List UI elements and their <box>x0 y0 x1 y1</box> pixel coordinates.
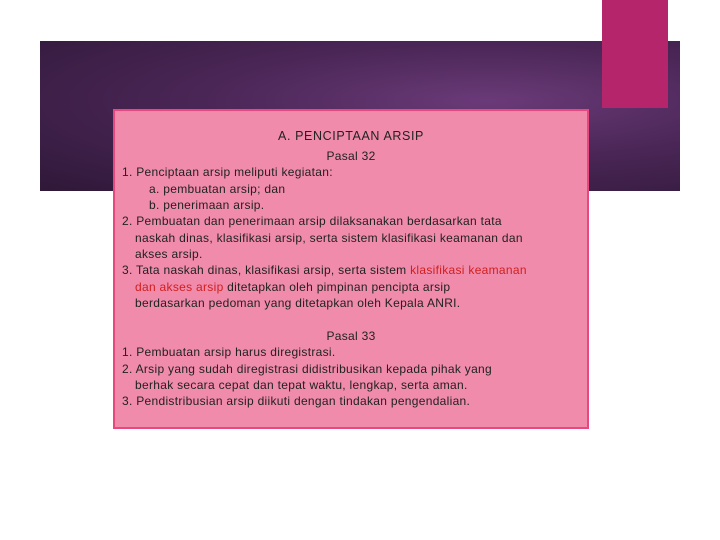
pasal-33-item-1: 1. Pembuatan arsip harus diregistrasi. <box>122 345 336 359</box>
content-box <box>113 109 589 429</box>
pasal-32-item-2-cont: naskah dinas, klasifikasi arsip, serta sistem klasifikasi keamanan dan <box>135 231 523 245</box>
pasal-32-item-1b: b. penerimaan arsip. <box>149 198 265 212</box>
slide-title: A. PENCIPTAAN ARSIP <box>278 129 424 143</box>
pasal-32-item-2-cont2: akses arsip. <box>135 247 203 261</box>
pasal-32-heading: Pasal 32 <box>326 149 376 163</box>
pasal-33-heading: Pasal 33 <box>326 329 376 343</box>
pasal-33-item-2-cont: berhak secara cepat dan tepat waktu, lengkap, serta aman. <box>135 378 468 392</box>
pasal-32-item-1a: a. pembuatan arsip; dan <box>149 182 286 196</box>
pasal-33-item-2: 2. Arsip yang sudah diregistrasi didistribusikan kepada pihak yang <box>122 362 493 376</box>
pasal-32-item-2: 2. Pembuatan dan penerimaan arsip dilaksanakan berdasarkan tata <box>122 214 502 228</box>
highlight-text-2: dan akses arsip <box>135 280 224 294</box>
pasal-32-item-3 <box>122 262 527 279</box>
pasal-32-item-1: 1. Penciptaan arsip meliputi kegiatan: <box>122 165 333 179</box>
accent-block <box>602 0 668 108</box>
pasal-32-item-3-cont-text: ditetapkan oleh pimpinan pencipta arsip <box>223 280 451 294</box>
pasal-33-item-3: 3. Pendistribusian arsip diikuti dengan tindakan pengendalian. <box>122 394 471 408</box>
pasal-32-item-3-text: 3. Tata naskah dinas, klasifikasi arsip, serta sistem <box>122 263 411 277</box>
pasal-32-item-3-cont2: berdasarkan pedoman yang ditetapkan oleh Kepala ANRI. <box>135 296 461 310</box>
highlight-text: klasifikasi keamanan <box>410 263 527 277</box>
pasal-32-item-3-cont <box>135 279 450 296</box>
